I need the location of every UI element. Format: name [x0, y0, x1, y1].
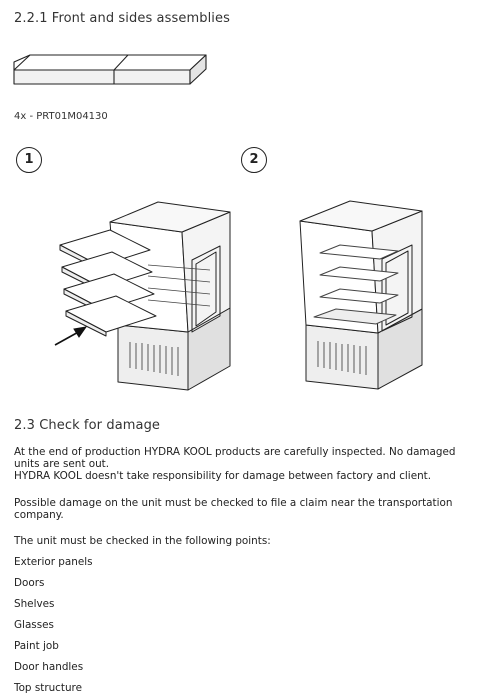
- check-point-item: Glasses: [14, 619, 54, 631]
- step-marker-2: 2: [241, 147, 267, 173]
- check-point-item: Shelves: [14, 598, 55, 610]
- cabinet-assembled-illustration: [300, 193, 430, 393]
- check-point-item: Exterior panels: [14, 556, 93, 568]
- paragraph-responsibility: HYDRA KOOL doesn't take responsibility for damage between factory and client.: [14, 470, 432, 482]
- cabinet-shelves-insert-illustration: [50, 190, 240, 395]
- section-title-check-damage: 2.3 Check for damage: [14, 418, 161, 433]
- paragraph-inspection: At the end of production HYDRA KOOL products are carefully inspected. No damaged units are sent out.: [14, 446, 456, 470]
- check-point-item: Doors: [14, 577, 45, 589]
- paragraph-check-points: The unit must be checked in the following points:: [14, 535, 271, 547]
- paragraph-claim: Possible damage on the unit must be checked to file a claim near the transportation company.: [14, 497, 453, 521]
- step-marker-1: 1: [16, 147, 42, 173]
- check-point-item: Top structure: [14, 682, 82, 694]
- section-title-front-sides: 2.2.1 Front and sides assemblies: [14, 11, 230, 26]
- part-quantity-label: 4x - PRT01M04130: [14, 111, 108, 122]
- check-point-item: Door handles: [14, 661, 84, 673]
- shelf-part-drawing: [10, 52, 210, 97]
- check-point-item: Paint job: [14, 640, 59, 652]
